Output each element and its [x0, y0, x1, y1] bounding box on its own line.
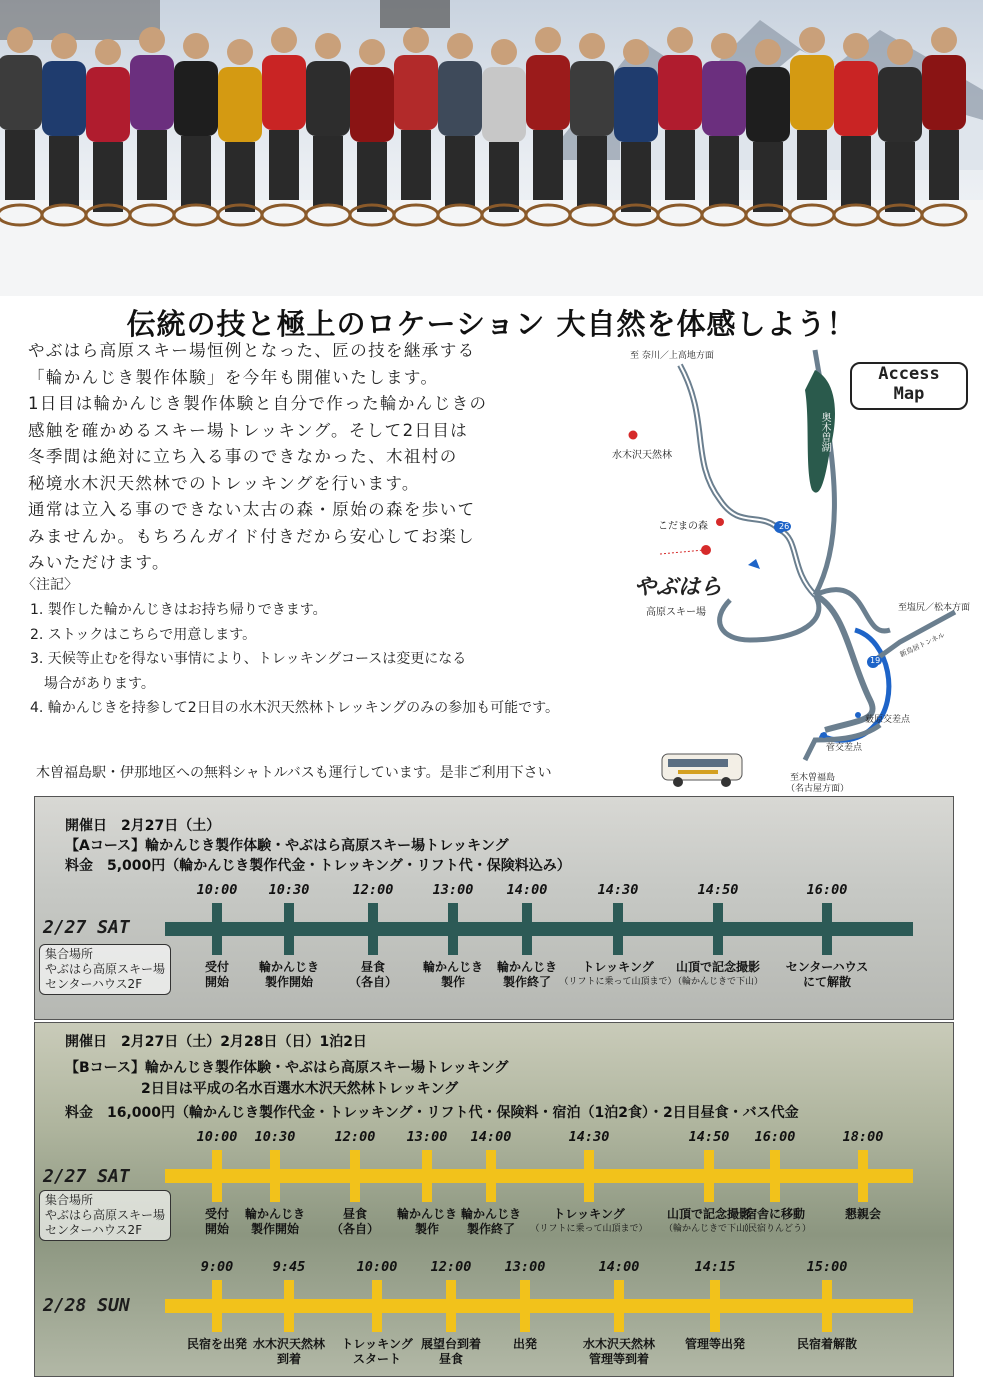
- timeline-bar: [165, 922, 913, 936]
- person-legs: [753, 142, 783, 212]
- timeline-time: 14:30: [568, 1129, 610, 1145]
- meeting-place: やぶはら高原スキー場: [45, 1208, 166, 1222]
- note-item: 場合があります。: [44, 675, 155, 692]
- person-body: [790, 55, 834, 130]
- intro-line: 「輪かんじき製作体験」を今年も開催いたします。: [28, 367, 439, 387]
- person-head: [403, 27, 429, 53]
- timeline-tick: [448, 903, 458, 955]
- poi-kodama: [716, 518, 724, 526]
- timeline-time: 13:00: [406, 1129, 448, 1145]
- person-body: [702, 61, 746, 136]
- person-body: [86, 67, 130, 142]
- timeline-tick: [520, 1280, 530, 1332]
- timeline-tick: [770, 1150, 780, 1202]
- timeline-tick: [350, 1150, 360, 1202]
- timeline-time: 10:00: [196, 1129, 238, 1145]
- timeline-time: 14:50: [697, 882, 739, 898]
- event-sublabel: （リフトに乗って山頂まで）: [559, 977, 677, 987]
- person-body: [306, 61, 350, 136]
- event-label: 到着: [276, 1352, 302, 1366]
- access-title-line2: Map: [893, 384, 925, 404]
- shuttle-notice: 木曽福島駅・伊那地区への無料シャトルバスも運行しています。是非ご利用下さい: [36, 765, 552, 781]
- map-label-nagoya: （名古屋方面）: [786, 784, 850, 794]
- snow-scene-illustration: [0, 0, 983, 296]
- person-body: [174, 61, 218, 136]
- person-legs: [709, 136, 739, 206]
- person-head: [579, 33, 605, 59]
- map-label-tunnel: 新鳥居トンネル: [898, 631, 947, 659]
- person-legs: [357, 142, 387, 212]
- map-label-route19: 19: [870, 656, 881, 665]
- poi-ski: [701, 545, 711, 555]
- event-label: 民宿着解散: [796, 1337, 858, 1351]
- intro-line: やぶはら高原スキー場恒例となった、匠の技を継承する: [28, 341, 476, 360]
- event-label: 輪かんじき: [258, 960, 320, 974]
- event-label: 輪かんじき: [396, 1207, 458, 1221]
- timeline-event: [530, 1207, 647, 1237]
- map-label-kodama: こだまの森: [658, 521, 708, 532]
- event-label: 輪かんじき: [244, 1207, 306, 1221]
- event-label: 輪かんじき: [460, 1207, 522, 1221]
- timeline-time: 14:00: [470, 1129, 512, 1145]
- event-label: 懇親会: [844, 1207, 882, 1221]
- course-b-day1-label: 2/27 SAT: [43, 1166, 130, 1187]
- timeline-event: [497, 960, 557, 990]
- person-legs: [885, 142, 915, 212]
- timeline-tick: [584, 1150, 594, 1202]
- event-label: 製作終了: [502, 975, 552, 989]
- meeting-title: 集合場所: [45, 1193, 94, 1207]
- timeline-event: [421, 1337, 481, 1367]
- timeline-time: 14:50: [688, 1129, 730, 1145]
- event-label: 宿舎に移動: [744, 1207, 806, 1221]
- course-a-date: 開催日 2月27日（土）: [65, 818, 221, 834]
- timeline-time: 14:30: [597, 882, 639, 898]
- timeline-event: [513, 1337, 537, 1352]
- person-body: [42, 61, 86, 136]
- course-b-day2-label: 2/28 SUN: [43, 1295, 130, 1316]
- timeline-event: [205, 960, 229, 990]
- person-legs: [49, 136, 79, 206]
- timeline-event: [423, 960, 483, 990]
- map-label-route26: 26: [779, 522, 790, 531]
- event-label: （各自）: [330, 1222, 380, 1236]
- person-legs: [445, 136, 475, 206]
- person-head: [931, 27, 957, 53]
- intro-line: みいただけます。: [28, 553, 170, 572]
- person-head: [139, 27, 165, 53]
- timeline-event: [253, 1337, 325, 1367]
- timeline-time: 14:00: [506, 882, 548, 898]
- event-label: トレッキング: [582, 960, 654, 974]
- course-b-fee: 料金 16,000円（輪かんじき製作代金・トレッキング・リフト代・保険料・宿泊（1泊2食）・2日目昼食・バス代金: [65, 1105, 799, 1121]
- intro-line: 通常は立入る事のできない太古の森・原始の森を歩いて: [28, 500, 476, 519]
- intro-text: [28, 338, 588, 577]
- event-label: トレッキング: [553, 1207, 625, 1221]
- poi-mizukizawa: [629, 431, 638, 440]
- timeline-tick: [858, 1150, 868, 1202]
- person-legs: [225, 142, 255, 212]
- timeline-tick: [710, 1280, 720, 1332]
- note-item: 1. 製作した輪かんじきはお持ち帰りできます。: [30, 602, 327, 618]
- person-body: [350, 67, 394, 142]
- event-label: 輪かんじき: [496, 960, 558, 974]
- timeline-tick: [614, 1280, 624, 1332]
- event-label: スタート: [352, 1352, 401, 1366]
- person-legs: [93, 142, 123, 212]
- person-head: [95, 39, 121, 65]
- timeline-event: [461, 1207, 521, 1237]
- course-b-panel: [34, 1022, 954, 1377]
- person-head: [359, 39, 385, 65]
- intro-line: 1日目は輪かんじき製作体験と自分で作った輪かんじきの: [28, 394, 488, 413]
- person-body: [526, 55, 570, 130]
- timeline-tick: [713, 903, 723, 955]
- timeline-time: 12:00: [430, 1259, 472, 1275]
- person-body: [394, 55, 438, 130]
- person-body: [262, 55, 306, 130]
- person-legs: [401, 130, 431, 200]
- event-label: 受付: [204, 960, 230, 974]
- person-head: [491, 39, 517, 65]
- person-legs: [797, 130, 827, 200]
- timeline-time: 14:15: [694, 1259, 736, 1275]
- timeline-time: 12:00: [352, 882, 394, 898]
- person-head: [755, 39, 781, 65]
- event-label: 開始: [204, 975, 230, 989]
- event-label: 管理等到着: [588, 1352, 650, 1366]
- timeline-event: [205, 1207, 229, 1237]
- course-a-panel: [34, 796, 954, 1020]
- timeline-event: [349, 960, 397, 990]
- course-b-title2: 2日目は平成の名水百選水木沢天然林トレッキング: [141, 1081, 459, 1097]
- course-b-title: 【Bコース】輪かんじき製作体験・やぶはら高原スキー場トレッキング: [65, 1060, 509, 1076]
- person-legs: [489, 142, 519, 212]
- event-label: 受付: [204, 1207, 230, 1221]
- person-body: [0, 55, 42, 130]
- person-legs: [621, 142, 651, 212]
- timeline-event: [559, 960, 676, 990]
- event-label: 管理等出発: [684, 1337, 746, 1351]
- note-item: 2. ストックはこちらで用意します。: [30, 626, 257, 643]
- person-body: [218, 67, 262, 142]
- timeline-tick: [284, 903, 294, 955]
- headline: 伝統の技と極上のロケーション 大自然を体感しよう！: [126, 307, 857, 341]
- event-label: 水木沢天然林: [252, 1337, 326, 1351]
- timeline-event: [341, 1337, 413, 1367]
- person-legs: [577, 136, 607, 206]
- person-head: [843, 33, 869, 59]
- timeline-tick: [372, 1280, 382, 1332]
- event-sublabel: （輪かんじきで下山）: [672, 977, 764, 987]
- event-label: 輪かんじき: [422, 960, 484, 974]
- person-legs: [269, 130, 299, 200]
- person-legs: [181, 136, 211, 206]
- event-label: 製作終了: [466, 1222, 516, 1236]
- note-item: 3. 天候等止むを得ない事情により、トレッキングコースは変更になる: [30, 651, 467, 667]
- person-head: [315, 33, 341, 59]
- timeline-time: 10:30: [268, 882, 310, 898]
- person-body: [878, 67, 922, 142]
- timeline-event: [739, 1207, 811, 1237]
- timeline-event: [397, 1207, 457, 1237]
- meeting-title: 集合場所: [45, 947, 94, 961]
- notes-list: [30, 598, 559, 721]
- event-label: 製作開始: [264, 975, 314, 989]
- person-body: [438, 61, 482, 136]
- timeline-tick: [822, 1280, 832, 1332]
- meeting-room: センターハウス2F: [45, 1223, 143, 1237]
- timeline-tick: [212, 903, 222, 955]
- access-title-line1: Access: [878, 364, 940, 384]
- person-legs: [5, 130, 35, 200]
- person-head: [227, 39, 253, 65]
- person-legs: [313, 136, 343, 206]
- course-a-meeting-box: [39, 944, 171, 995]
- course-b-meeting-box: [39, 1190, 171, 1241]
- timeline-time: 16:00: [806, 882, 848, 898]
- person-head: [623, 39, 649, 65]
- person-body: [746, 67, 790, 142]
- event-sublabel: （リフトに乗って山頂まで）: [530, 1224, 648, 1234]
- road-nagawa: [680, 365, 815, 595]
- person-legs: [137, 130, 167, 200]
- person-head: [183, 33, 209, 59]
- person-body: [922, 55, 966, 130]
- course-a-title: 【Aコース】輪かんじき製作体験・やぶはら高原スキー場トレッキング: [65, 838, 509, 854]
- map-label-kisofukushima: 至木曽福島: [790, 773, 836, 783]
- map-label-ski: 高原スキー場: [646, 607, 706, 618]
- event-label: トレッキング: [341, 1337, 413, 1351]
- event-label: センターハウス: [785, 960, 869, 974]
- timeline-time: 9:00: [200, 1259, 234, 1275]
- intro-line: みませんか。もちろんガイド付きだから安心してお楽し: [28, 526, 476, 546]
- timeline-time: 13:00: [504, 1259, 546, 1275]
- event-label: 昼食: [342, 1207, 368, 1221]
- event-label: にて解散: [802, 975, 851, 989]
- timeline-event: [187, 1337, 247, 1352]
- timeline-time: 9:45: [272, 1259, 306, 1275]
- map-label-yabuhara-logo: やぶはら: [634, 575, 723, 600]
- timeline-time: 13:00: [432, 882, 474, 898]
- timeline-tick: [212, 1280, 222, 1332]
- timeline-time: 12:00: [334, 1129, 376, 1145]
- timeline-event: [797, 1337, 857, 1352]
- event-label: 出発: [512, 1337, 538, 1351]
- timeline-tick: [270, 1150, 280, 1202]
- timeline-event: [673, 960, 763, 990]
- timeline-time: 10:00: [196, 882, 238, 898]
- timeline-event: [259, 960, 319, 990]
- meeting-room: センターハウス2F: [45, 977, 143, 991]
- timeline-event: [331, 1207, 379, 1237]
- map-label-nagawa: 至 奈川／上高地方面: [630, 351, 714, 361]
- event-label: （各自）: [348, 975, 398, 989]
- person-head: [447, 33, 473, 59]
- access-map-title: [850, 362, 968, 410]
- event-label: 開始: [204, 1222, 230, 1236]
- note-item: 4. 輪かんじきを持参して2日目の水木沢天然林トレッキングのみの参加も可能です。: [30, 700, 560, 716]
- person-head: [535, 27, 561, 53]
- event-label: 民宿を出発: [186, 1337, 248, 1351]
- person-head: [667, 27, 693, 53]
- map-label-yabuhara-cross: 薮原交差点: [865, 715, 911, 725]
- timeline-tick: [422, 1150, 432, 1202]
- person-head: [711, 33, 737, 59]
- person-head: [7, 27, 33, 53]
- timeline-event: [685, 1337, 745, 1352]
- event-label: 水木沢天然林: [582, 1337, 656, 1351]
- event-sublabel: （民宿りんどう）: [738, 1224, 812, 1234]
- notes-title: 〈注記〉: [22, 577, 78, 593]
- person-legs: [929, 130, 959, 200]
- map-label-okukiso: 奥木曽湖: [819, 412, 830, 452]
- person-body: [570, 61, 614, 136]
- person-body: [614, 67, 658, 142]
- event-label: 山頂で記念撮影: [675, 960, 761, 974]
- person-head: [51, 33, 77, 59]
- event-label: 昼食: [438, 1352, 464, 1366]
- person-legs: [665, 130, 695, 200]
- course-a-fee: 料金 5,000円（輪かんじき製作代金・トレッキング・リフト代・保険料込み）: [65, 858, 571, 874]
- map-label-mizukizawa: 水木沢天然林: [612, 450, 672, 461]
- person-body: [834, 61, 878, 136]
- timeline-tick: [212, 1150, 222, 1202]
- timeline-time: 14:00: [598, 1259, 640, 1275]
- timeline-event: [245, 1207, 305, 1237]
- timeline-bar: [165, 1299, 913, 1313]
- event-label: 製作: [414, 1222, 440, 1236]
- timeline-time: 16:00: [754, 1129, 796, 1145]
- person-head: [799, 27, 825, 53]
- person-body: [658, 55, 702, 130]
- timeline-tick: [446, 1280, 456, 1332]
- timeline-tick: [284, 1280, 294, 1332]
- person-legs: [841, 136, 871, 206]
- timeline-event: [845, 1207, 881, 1222]
- event-label: 山頂で記念撮影: [666, 1207, 752, 1221]
- timeline-tick: [613, 903, 623, 955]
- event-label: 昼食: [360, 960, 386, 974]
- timeline-tick: [704, 1150, 714, 1202]
- intro-line: 秘境水木沢天然林でのトレッキングを行います。: [28, 473, 420, 493]
- timeline-time: 15:00: [806, 1259, 848, 1275]
- event-label: 製作: [440, 975, 466, 989]
- intro-line: 感触を確かめるスキー場トレッキング。そして2日目は: [28, 420, 469, 440]
- person-head: [887, 39, 913, 65]
- timeline-event: [583, 1337, 655, 1367]
- event-label: 展望台到着: [420, 1337, 482, 1351]
- timeline-time: 10:00: [356, 1259, 398, 1275]
- person-head: [271, 27, 297, 53]
- event-sublabel: （輪かんじきで下山）: [663, 1224, 755, 1234]
- group-photo: [0, 0, 983, 296]
- timeline-tick: [822, 903, 832, 955]
- person-legs: [533, 130, 563, 200]
- meeting-place: やぶはら高原スキー場: [45, 962, 166, 976]
- timeline-tick: [486, 1150, 496, 1202]
- timeline-tick: [368, 903, 378, 955]
- timeline-tick: [522, 903, 532, 955]
- map-label-suge-cross: 菅交差点: [826, 743, 863, 753]
- course-a-day-label: 2/27 SAT: [43, 917, 130, 938]
- timeline-time: 18:00: [842, 1129, 884, 1145]
- timeline-time: 10:30: [254, 1129, 296, 1145]
- timeline-event: [786, 960, 869, 990]
- course-b-date: 開催日 2月27日（土）2月28日（日）1泊2日: [65, 1034, 367, 1050]
- person-body: [482, 67, 526, 142]
- map-label-shiojiri: 至塩尻／松本方面: [898, 603, 971, 613]
- event-label: 製作開始: [250, 1222, 300, 1236]
- intro-line: 冬季間は絶対に立ち入る事のできなかった、木祖村の: [28, 447, 458, 466]
- person-body: [130, 55, 174, 130]
